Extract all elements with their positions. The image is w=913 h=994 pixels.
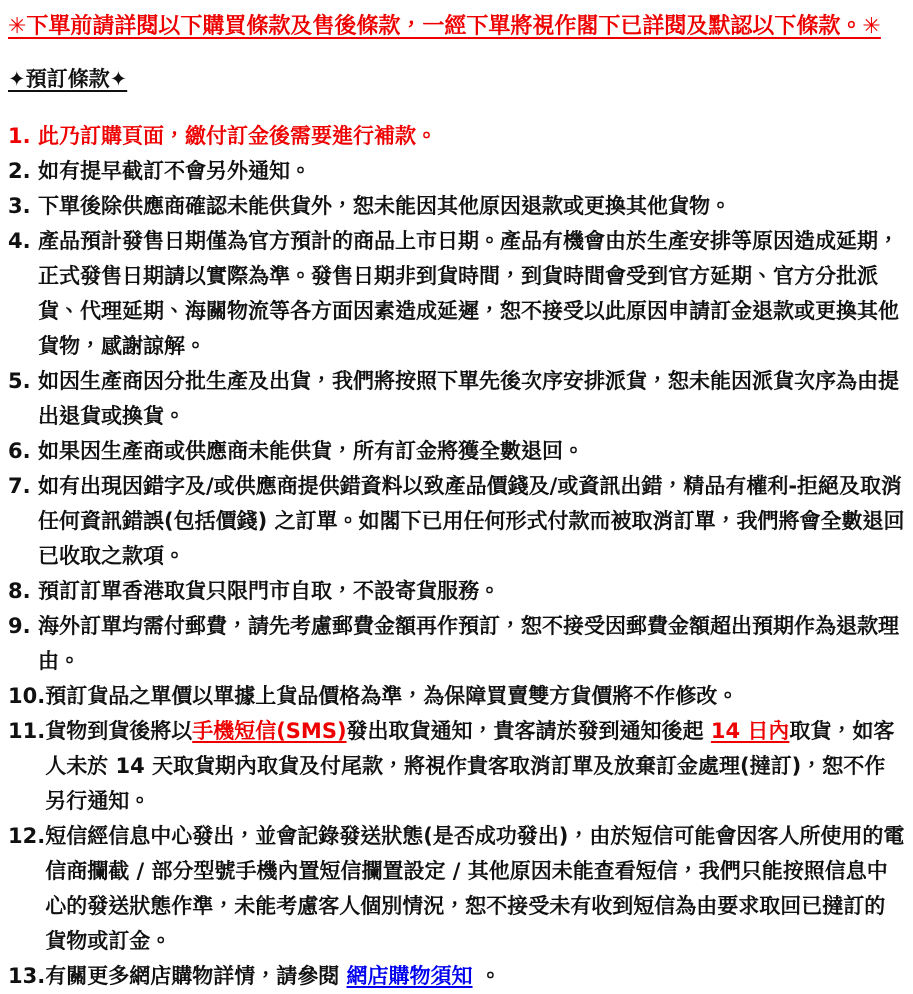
term-text: 如有提早截訂不會另外通知。 bbox=[38, 159, 311, 183]
term-item-6 bbox=[8, 434, 905, 469]
section-title: ✦預訂條款✦ bbox=[8, 67, 128, 91]
term-number: 7. bbox=[8, 474, 31, 498]
term-number: 13. bbox=[8, 964, 46, 988]
term-text-segment: 。 bbox=[472, 964, 501, 988]
term-item-11 bbox=[8, 714, 905, 819]
term-text: 如有出現因錯字及/或供應商提供錯資料以致產品價錢及/或資訊出錯，精品有權利-拒絕及取消任何資訊錯誤(包括價錢) 之訂單。如閣下已用任何形式付款而被取消訂單，我們將會全數退回已收取之款項。 bbox=[38, 474, 905, 568]
term-text-segment: 有關更多網店購物詳情，請參閱 bbox=[45, 964, 347, 988]
term-item-1 bbox=[8, 119, 905, 154]
sms-notice-highlight: 手機短信(SMS) bbox=[192, 719, 347, 743]
term-number: 11. bbox=[8, 719, 46, 743]
term-number: 4. bbox=[8, 229, 31, 253]
term-text: 產品預計發售日期僅為官方預計的商品上市日期。產品有機會由於生產安排等原因造成延期，正式發售日期請以實際為準。發售日期非到貨時間，到貨時間會受到官方延期、官方分批派貨、代理延期、海關物流等各方面因素造成延遲，恕不接受以此原因申請訂金退款或更換其他貨物，感謝諒解。 bbox=[38, 229, 899, 358]
term-text bbox=[45, 959, 905, 994]
term-text-segment: 取貨，如客人未於 14 天取貨期內取貨及付尾款，將視作貴客取消訂單及放棄訂金處理(撻訂)，恕不作另行通知。 bbox=[45, 719, 895, 813]
term-item-12 bbox=[8, 819, 905, 959]
pre-order-warning: ✳下單前請詳閱以下購買條款及售後條款，一經下單將視作閣下已詳閱及默認以下條款。✳ bbox=[8, 14, 881, 39]
term-number: 1. bbox=[8, 124, 31, 148]
term-text-segment: 發出取貨通知，貴客請於發到通知後起 bbox=[346, 719, 711, 743]
term-item-10 bbox=[8, 679, 905, 714]
term-item-4 bbox=[8, 224, 905, 364]
term-text: 如果因生產商或供應商未能供貨，所有訂金將獲全數退回。 bbox=[38, 439, 584, 463]
term-text: 下單後除供應商確認未能供貨外，恕未能因其他原因退款或更換其他貨物。 bbox=[38, 194, 731, 218]
term-number: 5. bbox=[8, 369, 31, 393]
term-item-7 bbox=[8, 469, 905, 574]
term-item-5 bbox=[8, 364, 905, 434]
term-text: 預訂訂單香港取貨只限門市自取，不設寄貨服務。 bbox=[38, 579, 500, 603]
term-item-3 bbox=[8, 189, 905, 224]
term-text-segment: 貨物到貨後將以 bbox=[45, 719, 193, 743]
term-item-13 bbox=[8, 959, 905, 994]
term-number: 8. bbox=[8, 579, 31, 603]
term-number: 6. bbox=[8, 439, 31, 463]
term-text: 此乃訂購頁面，繳付訂金後需要進行補款。 bbox=[38, 124, 437, 148]
term-number: 3. bbox=[8, 194, 31, 218]
term-text: 海外訂單均需付郵費，請先考慮郵費金額再作預訂，恕不接受因郵費金額超出預期作為退款理由。 bbox=[38, 614, 899, 673]
term-number: 2. bbox=[8, 159, 31, 183]
term-number: 10. bbox=[8, 684, 46, 708]
term-item-2 bbox=[8, 154, 905, 189]
terms-list bbox=[8, 119, 905, 994]
pickup-deadline-highlight: 14 日內 bbox=[710, 719, 790, 743]
term-text: 短信經信息中心發出，並會記錄發送狀態(是否成功發出)，由於短信可能會因客人所使用的電信商攔截 / 部分型號手機內置短信攔置設定 / 其他原因未能查看短信，我們只能按照信息中心的發送狀態作準，未能考慮客人個別情況，恕不接受未有收到短信為由要求取回已撻訂的貨物或訂金。 bbox=[45, 824, 905, 953]
term-item-8 bbox=[8, 574, 905, 609]
store-shopping-guide-link[interactable]: 網店購物須知 bbox=[346, 964, 473, 988]
term-text bbox=[45, 714, 905, 819]
term-text: 如因生產商因分批生產及出貨，我們將按照下單先後次序安排派貨，恕未能因派貨次序為由提出退貨或換貨。 bbox=[38, 369, 899, 428]
term-item-9 bbox=[8, 609, 905, 679]
term-number: 12. bbox=[8, 824, 46, 848]
term-text: 預訂貨品之單價以單據上貨品價格為準，為保障買賣雙方貨價將不作修改。 bbox=[45, 684, 739, 708]
term-number: 9. bbox=[8, 614, 31, 638]
